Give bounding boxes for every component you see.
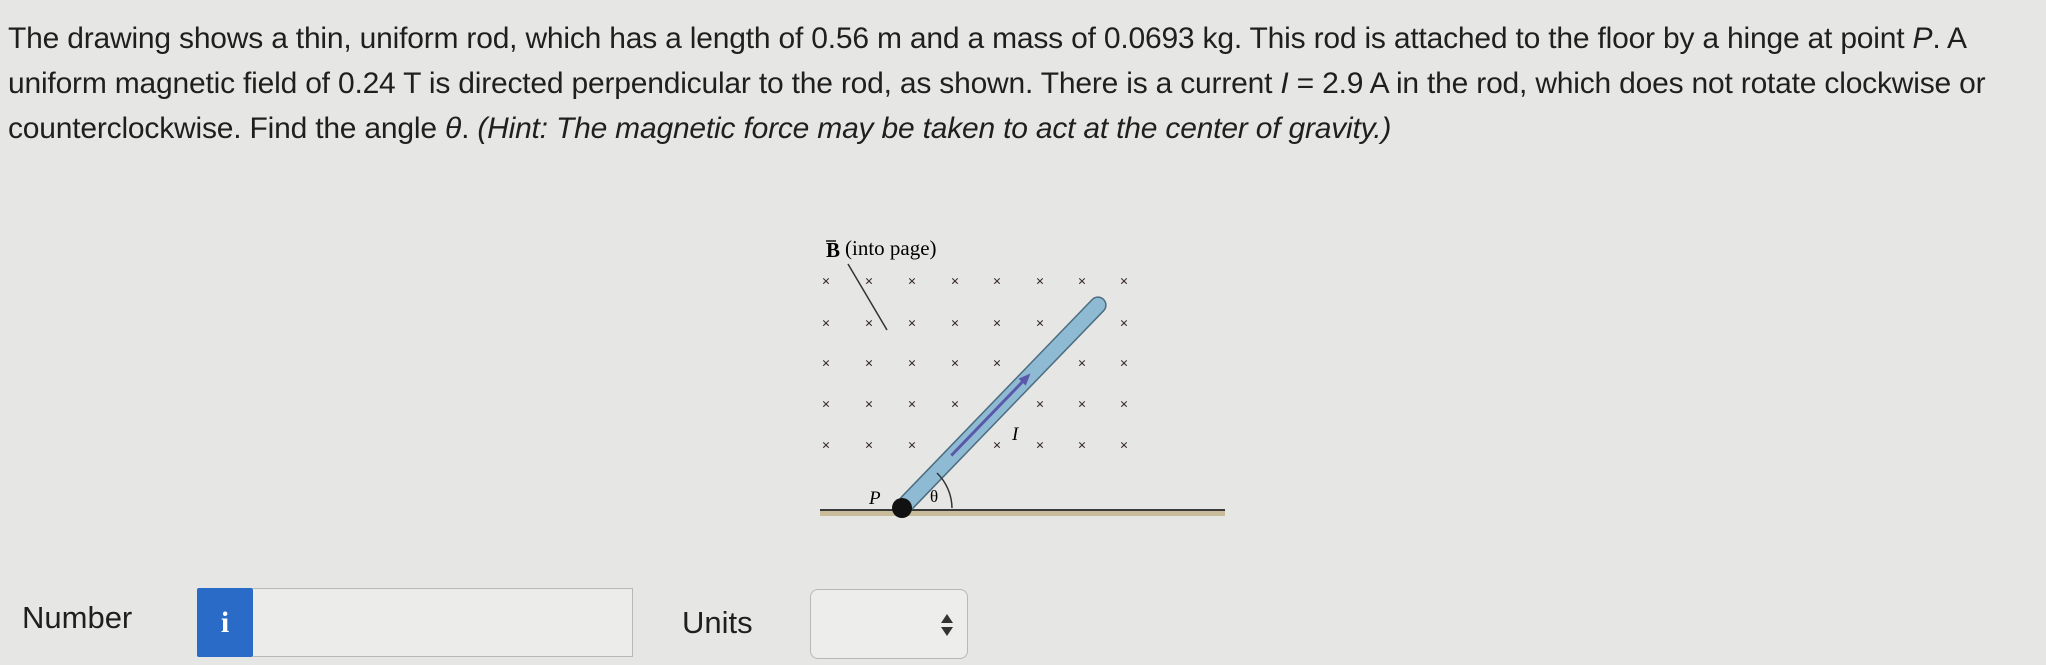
field-x-mark: × [1035, 438, 1045, 454]
angle-label: θ [930, 487, 939, 506]
field-x-mark: × [1119, 356, 1129, 372]
field-symbol: B [826, 238, 841, 262]
field-x-mark: × [950, 316, 960, 332]
field-x-mark: × [907, 356, 917, 372]
up-down-caret-icon [939, 610, 955, 640]
field-x-mark: × [821, 274, 831, 290]
field-x-mark: × [864, 356, 874, 372]
field-x-mark: × [1119, 316, 1129, 332]
field-x-mark: × [992, 438, 1002, 454]
hinge-point [892, 498, 912, 518]
field-x-mark: × [950, 397, 960, 413]
rod-diagram-svg [812, 232, 1232, 532]
field-x-mark: × [992, 274, 1002, 290]
info-button[interactable] [197, 588, 253, 657]
question-text [8, 16, 2038, 151]
field-x-mark: × [1077, 438, 1087, 454]
field-x-mark: × [821, 356, 831, 372]
field-x-mark: × [950, 274, 960, 290]
field-x-mark: × [907, 274, 917, 290]
field-x-mark: × [1035, 316, 1045, 332]
field-x-mark: × [1077, 356, 1087, 372]
field-direction-label: (into page) [845, 236, 937, 260]
field-x-mark: × [907, 316, 917, 332]
field-x-mark: × [864, 438, 874, 454]
current-symbol: I [1280, 67, 1289, 100]
hinge-label: P [869, 488, 881, 509]
field-x-mark: × [821, 397, 831, 413]
field-x-mark: × [992, 356, 1002, 372]
question-text-part4: . [461, 112, 478, 145]
field-x-mark: × [1077, 274, 1087, 290]
units-label: Units [682, 605, 753, 640]
field-x-mark: × [1119, 397, 1129, 413]
question-text-part1: The drawing shows a thin, uniform rod, which has a length of 0.56 m and a mass of 0.0693 kg. This rod is attached to the floor by a hinge at point [8, 22, 1913, 55]
field-x-mark: × [1119, 274, 1129, 290]
field-x-mark: × [864, 274, 874, 290]
field-x-mark: × [1035, 397, 1045, 413]
hint-text: (Hint: The magnetic force may be taken to act at the center of gravity.) [477, 112, 1392, 145]
field-x-mark: × [821, 316, 831, 332]
angle-symbol: θ [444, 112, 462, 145]
field-x-mark: × [864, 397, 874, 413]
field-x-mark: × [950, 356, 960, 372]
units-select[interactable] [810, 589, 968, 659]
current-label: I [1012, 424, 1019, 445]
field-x-mark: × [864, 316, 874, 332]
field-x-mark: × [1077, 397, 1087, 413]
field-x-mark: × [992, 316, 1002, 332]
field-x-mark: × [821, 438, 831, 454]
field-x-mark: × [907, 397, 917, 413]
field-x-mark: × [1119, 438, 1129, 454]
info-icon: i [220, 606, 230, 639]
question-text-part2: . A uniform magnetic field of 0.24 T is directed perpendicular to the rod, as shown. There is a current [8, 22, 1966, 100]
field-x-mark: × [1035, 274, 1045, 290]
answer-row [0, 580, 2046, 660]
question-text-part3: = 2.9 A in the rod, which does not rotate clockwise or counterclockwise. Find the angle [8, 67, 1986, 145]
number-input[interactable] [253, 588, 633, 657]
number-label: Number [22, 600, 133, 635]
rod-diagram [812, 232, 1232, 532]
point-symbol: P [1912, 22, 1933, 55]
field-x-mark: × [907, 438, 917, 454]
